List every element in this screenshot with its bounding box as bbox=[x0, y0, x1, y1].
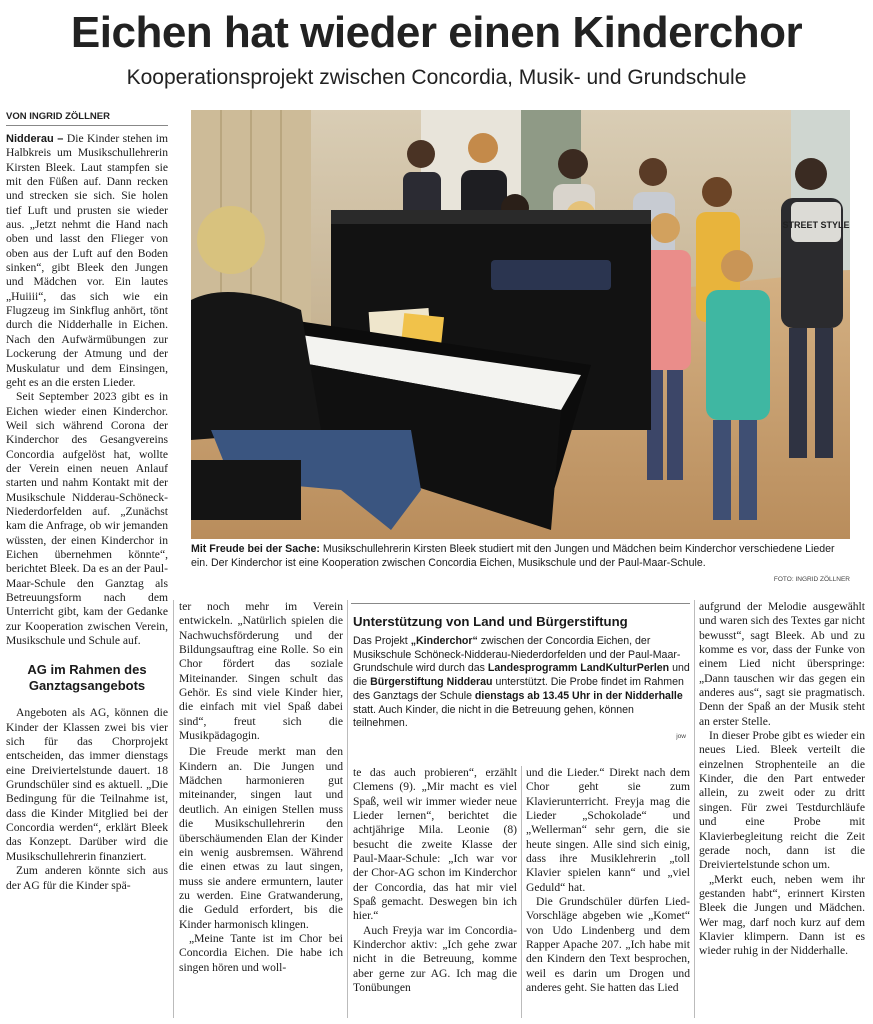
section-subtitle: AG im Rahmen des Ganztagsangebots bbox=[27, 662, 147, 694]
column-4 bbox=[526, 766, 690, 1018]
photo-illustration bbox=[191, 110, 850, 539]
paragraph: te das auch probieren“, erzählt Clemens (9). „Mir macht es viel Spaß, weil wir immer wieder neue Lieder lernen“, berichtet die achtjährige Mila. Leonie (8) besucht die zweite Klasse der Paul-Maar-Schule: „Ich war vor der Chor-AG schon im Kinderchor der Concordia, das hat mir viel Spaß gemacht. Deswegen bin ich hier.“ bbox=[353, 766, 517, 923]
byline: VON INGRID ZÖLLNER bbox=[6, 111, 168, 126]
column-divider bbox=[521, 766, 522, 1018]
paragraph: „Merkt euch, neben wem ihr gestanden habt“, erinnert Kirsten Bleek die Jungen und Mädchen. Wer mag, darf noch kurz auf dem Klavier klimpern. Dann ist es wieder ruhig in der Nidderhalle. bbox=[699, 872, 865, 958]
subheadline: Kooperationsprojekt zwischen Concordia, Musik- und Grundschule bbox=[126, 66, 747, 89]
paragraph-text: Die Kinder stehen im Halbkreis um Musikschullehrerin Kirsten Bleek. Laut stampfen sie mit den Füßen auf. Dann recken und strecken sie sich. Sie holen tief Luft und prusten sie wieder aus. „Jetzt nehmt die Hand nach oben und lasst den Flieger von oben aus der Luft auf den Boden sinken“, gibt Bleek den Jungen und Mädchen vor. Ein lautes „Huiiii“, das sich wie ein Flugzeug im Sinkflug anhört, tönt durch die Nidderhalle in Eichen. Nach den Aufwärmübungen zur Lockerung der Atmung und der Muskulatur und dem Einsingen, geht es an die ersten Lieder. bbox=[6, 132, 168, 389]
paragraph: „Meine Tante ist im Chor bei Concordia Eichen. Die habe ich singen hören und woll- bbox=[179, 931, 343, 974]
info-box-author: jow bbox=[676, 733, 686, 740]
paragraph: In dieser Probe gibt es wieder ein neues Lied. Bleek verteilt die einzelnen Strophenteile an die Kinder, die den Part entweder allein, zu zweit oder zu dritt singen. Für zwei Testdurchläufe und eine Probe mit Klavierbegleitung reicht die Zeit gerade noch, dann ist die Dreiviertelstunde schon um. bbox=[699, 729, 865, 872]
column-divider bbox=[173, 600, 174, 1018]
info-box bbox=[351, 603, 690, 754]
photo-credit: FOTO: INGRID ZÖLLNER bbox=[773, 576, 850, 583]
paragraph: Auch Freyja war im Concordia-Kinderchor aktiv: „Ich gehe zwar nicht in die Betreuung, komme aber gerne zur AG. Ich mag die Tonübungen bbox=[353, 923, 517, 995]
paragraph: Angeboten als AG, können die Kinder der Klassen zwei bis vier sich für das Chorprojekt entscheiden, das immer dienstags eine Dreiviertelstunde dauert. 18 Grundschüler sind es aktuell. „Die Bedingung für die Teilnahme ist, dass die Kinder Mitglied bei der Concordia werden“, erklärt Bleek das Konzept. Darüber wird die Musikschullehrerin finanziert. bbox=[6, 706, 168, 863]
paragraph: Die Grundschüler dürfen Lied-Vorschläge abgeben wie „Komet“ von Udo Lindenberg und dem Rapper Apache 207. „Ich habe mit den Kindern den Text besprochen, weil es darin um Drogen und anderes geht. Sie hatten das Lied bbox=[526, 895, 690, 995]
shirt-lettering: STREET STYLE bbox=[782, 220, 850, 230]
column-divider bbox=[694, 600, 695, 1018]
column-5 bbox=[699, 600, 865, 1018]
caption-text: Musikschullehrerin Kirsten Bleek studiert mit den Jungen und Mädchen beim Kinderchor verschiedene Lieder ein. Der Kinderchor ist eine Kooperation zwischen Concordia Eichen, Musikschule und der Paul-Maar-Schule. bbox=[191, 543, 835, 569]
paragraph: Zum anderen könnte sich aus der AG für die Kinder spä- bbox=[6, 864, 168, 892]
headline: Eichen hat wieder einen Kinderchor bbox=[70, 8, 803, 57]
column-3 bbox=[353, 766, 517, 1018]
article-photo bbox=[191, 110, 850, 539]
paragraph bbox=[6, 132, 168, 390]
paragraph: aufgrund der Melodie ausgewählt und waren sich des Textes gar nicht bewusst“, sagt Bleek. Ab und zu komme es vor, dass der Funke von einem Lied nicht überspringe: „Dann tauschen wir das gegen ein anderes aus“, sagt sie pragmatisch. Denn der Spaß an der Musik steht an erster Stelle. bbox=[699, 600, 865, 728]
dateline-place: Nidderau – bbox=[6, 133, 64, 145]
paragraph: und die Lieder.“ Direkt nach dem Chor geht sie zum Klavierunterricht. Freyja mag die Lieder „Schokolade“ und „Wellerman“ sehr gern, die sie heute singen. Alle sind sich einig, dass ihre Musiklehrerin „toll Klavier spielen kann“ und „viel Geduld“ hat. bbox=[526, 766, 690, 894]
caption-lead: Mit Freude bei der Sache: bbox=[191, 543, 320, 555]
column-divider bbox=[347, 600, 348, 1018]
column-1 bbox=[6, 132, 168, 1017]
paragraph: ter noch mehr im Verein entwickeln. „Natürlich spielen die Nachwuchsförderung und der Bildungsauftrag eine Rolle. So ein Chor fördert das soziale Miteinander. Singen schult das Gehör. Es sind viele Kinder hier, die einfach mit viel Spaß dabei sind“, freut sich die Musikpädagogin. bbox=[179, 600, 343, 743]
info-box-body: Das Projekt „Kinderchor“ zwischen der Concordia Eichen, der Musikschule Schöneck-Nidderau-Niederdorfelden und der Paul-Maar-Grundschule wird durch das Landesprogramm LandKulturPerlen und die Bürgerstiftung Nidderau unterstützt. Die Probe findet im Rahmen des Ganztags der Schule dienstags ab 13.45 Uhr in der Nidderhalle statt. Auch Kinder, die nicht in die Betreuung gehen, können teilnehmen. bbox=[353, 635, 690, 730]
paragraph: Die Freude merkt man den Kindern an. Die Jungen und Mädchen harmonieren gut miteinander, singen laut und deutlich. An einigen Stellen muss die Musikschullehrerin den überschäumenden Elan der Kinder ein wenig ausbremsen. Während die einen etwas zu laut singen, muss sie andere ermuntern, lauter zu werden. Eine Gratwanderung, die Geduld erfordert, bis die Kinder harmonisch klingen. bbox=[179, 745, 343, 931]
column-2 bbox=[179, 600, 343, 1018]
info-box-title: Unterstützung von Land und Bürgerstiftung bbox=[353, 614, 628, 629]
paragraph: Seit September 2023 gibt es in Eichen wieder einen Kinderchor. Weil sich während Corona der Kinderchor des Gesangvereins Concordia aufgelöst hat, wollte der Verein einen neuen Anlauf starten und nahm Kontakt mit der Musikschule Nidderau-Schöneck-Niederdorfelden auf. „Zunächst kam die Anfrage, ob wir jemanden wüssten, der einen Kinderchor in Eichen übernehmen könnte“, berichtet Bleek. Da es an der Paul-Maar-Schule den Ganztag als Betreuungsform nach dem Unterricht gibt, kam der Gedanke zur Kooperation zwischen Verein, Musikschule und Schule auf. bbox=[6, 390, 168, 648]
photo-caption bbox=[191, 543, 851, 570]
